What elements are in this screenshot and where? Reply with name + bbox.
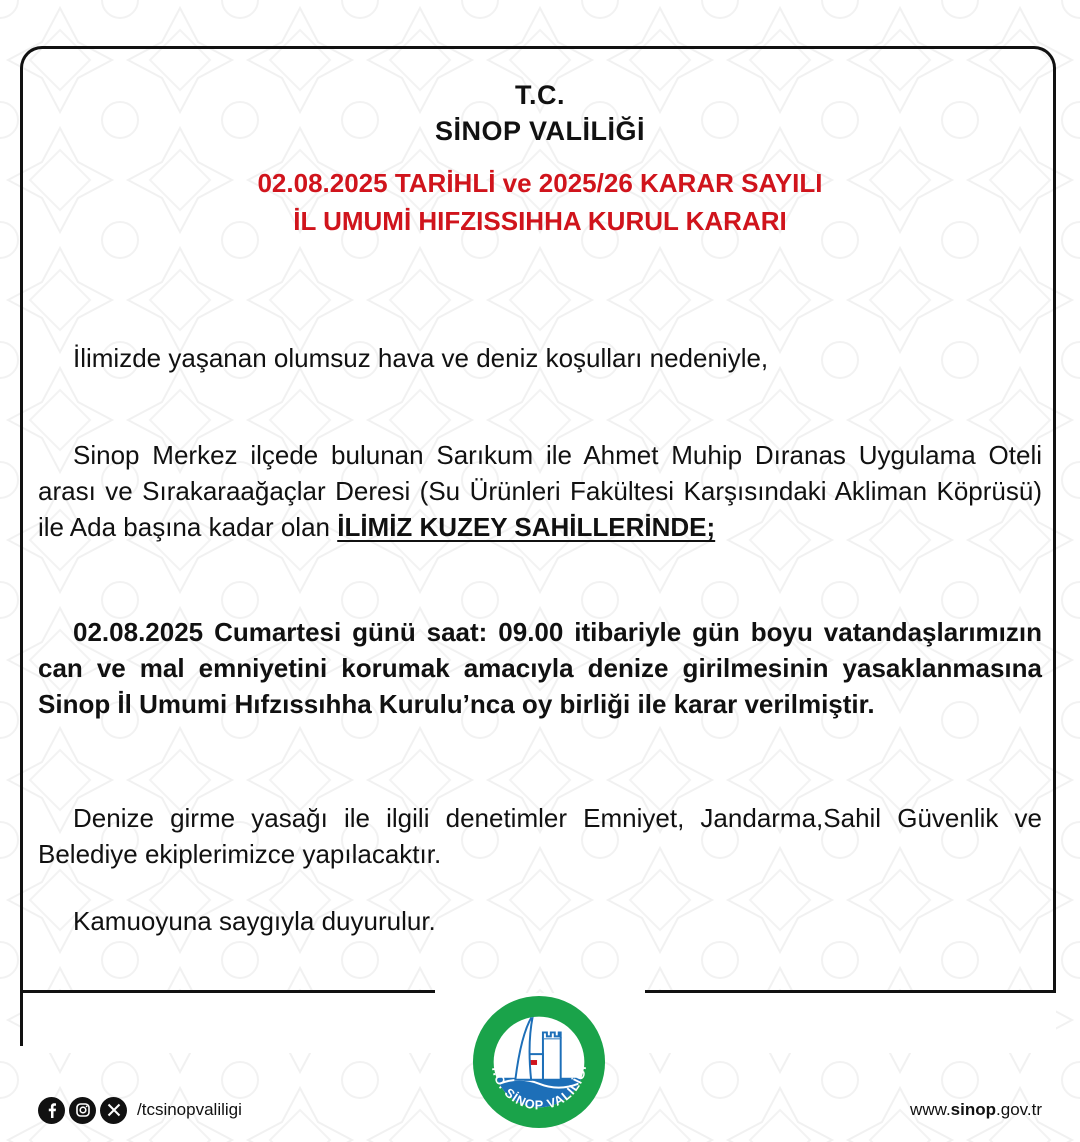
- decision-title-line: İL UMUMİ HIFZISSIHHA KURUL KARARI: [293, 206, 787, 236]
- frame-bottom-right-rule: [645, 990, 1056, 993]
- header-tc: T.C.: [514, 80, 565, 110]
- website-domain: sinop: [950, 1100, 997, 1119]
- paragraph-location-emphasis: İLİMİZ KUZEY SAHİLLERİNDE;: [337, 512, 716, 542]
- paragraph-closing: [38, 903, 1042, 939]
- website-link[interactable]: [910, 1100, 1042, 1120]
- paragraph-closing-text: Kamuoyuna saygıyla duyurulur.: [73, 906, 436, 936]
- paragraph-intro-text: İlimizde yaşanan olumsuz hava ve deniz koşulları nedeniyle,: [73, 343, 769, 373]
- sinop-governorship-logo: [470, 993, 608, 1131]
- instagram-icon[interactable]: [69, 1097, 96, 1124]
- paragraph-location: [38, 437, 1042, 545]
- paragraph-intro: [38, 340, 1042, 376]
- logo-text: T.C. SİNOP VALİLİĞİ: [488, 1063, 590, 1113]
- paragraph-location-text: Sinop Merkez ilçede bulunan Sarıkum ile Ahmet Muhip Dıranas Uygulama Oteli arası ve Sırakaraağaçlar Deresi (Su Ürünleri Fakültesi Karşısındaki Akliman Köprüsü) ile Ada başına kadar olan: [38, 440, 1042, 542]
- paragraph-decision-text: 02.08.2025 Cumartesi günü saat: 09.00 itibariyle gün boyu vatandaşlarımızın can ve mal emniyetini korumak amacıyla denize girilmesinin yasaklanmasına Sinop İl Umumi Hıfzıssıhha Kurulu’nca oy birliği ile karar verilmiştir.: [38, 617, 1042, 719]
- frame-bottom-left-rule: [20, 990, 435, 993]
- paragraph-inspection-text: Denize girme yasağı ile ilgili denetimler Emniyet, Jandarma,Sahil Güvenlik ve Belediye ekiplerimizce yapılacaktır.: [38, 803, 1042, 869]
- social-handle[interactable]: /tcsinopvaliligi: [137, 1100, 242, 1119]
- x-icon[interactable]: [100, 1097, 127, 1124]
- header-governorship: SİNOP VALİLİĞİ: [434, 116, 646, 146]
- social-links: [38, 1096, 242, 1124]
- paragraph-decision: [38, 614, 1042, 722]
- facebook-icon[interactable]: [38, 1097, 65, 1124]
- website-prefix: www.: [910, 1100, 951, 1119]
- document-header: [0, 78, 1080, 240]
- decision-date-line: 02.08.2025 TARİHLİ ve 2025/26 KARAR SAYILI: [257, 168, 823, 198]
- paragraph-inspection: [38, 800, 1042, 872]
- website-suffix: .gov.tr: [996, 1100, 1042, 1119]
